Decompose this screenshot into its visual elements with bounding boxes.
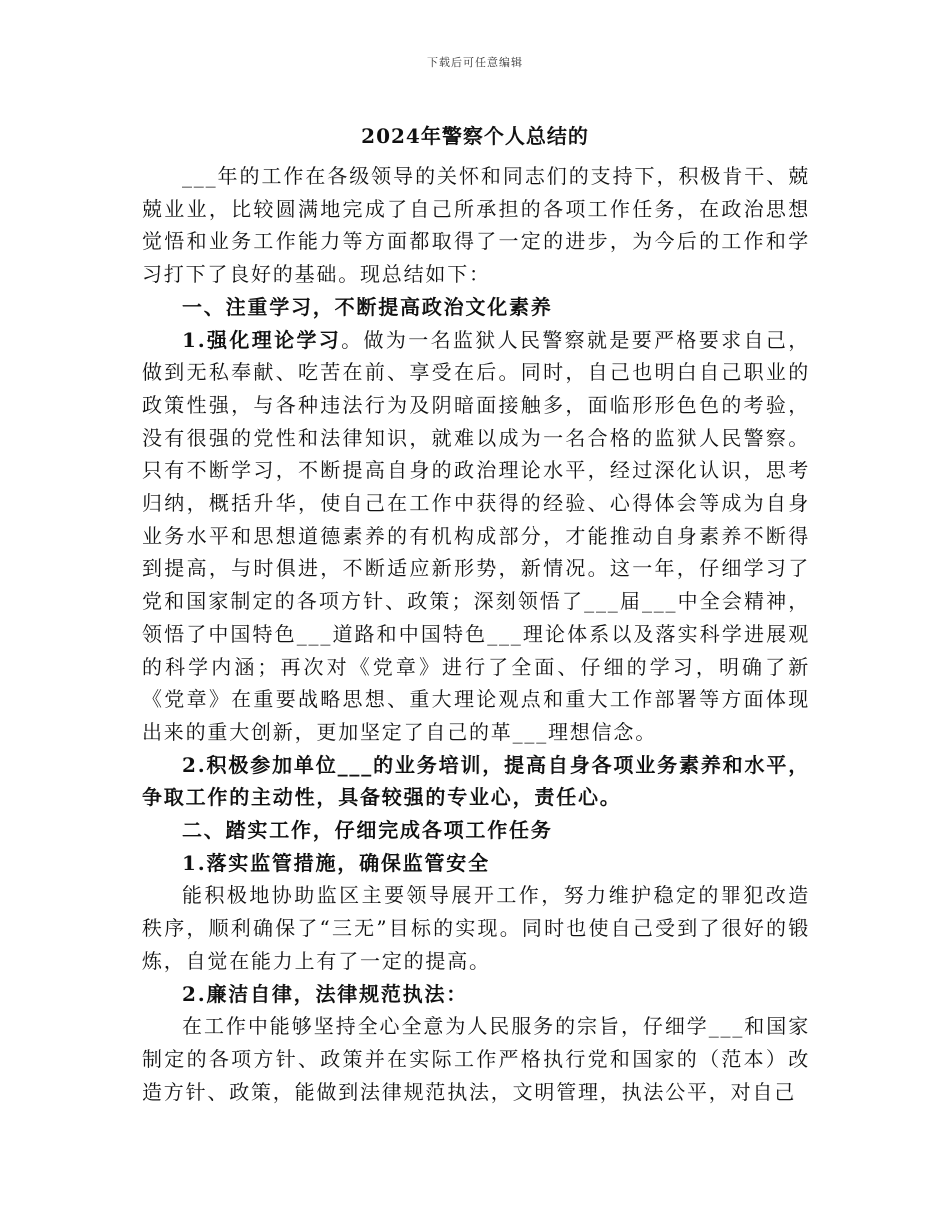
subheading-supervision: 1.落实监管措施，确保监管安全 <box>182 850 490 875</box>
header-note: 下载后可任意编辑 <box>427 56 523 69</box>
paragraph-supervision: 能积极地协助监区主要领导展开工作，努力维护稳定的罪犯改造秩序，顺利确保了“三无”目标的实现。同时也使自己受到了很好的锻炼，自觉在能力上有了一定的提高。 <box>142 883 810 973</box>
paragraph-theory-study <box>142 324 810 749</box>
subheading-integrity: 2.廉洁自律，法律规范执法： <box>182 981 469 1006</box>
paragraph-intro: ___年的工作在各级领导的关怀和同志们的支持下，积极肯干、兢兢业业，比较圆满地完成了自己所承担的各项工作任务，在政治思想觉悟和业务工作能力等方面都取得了一定的进步，为今后的工作和学习打下了良好的基础。现总结如下： <box>142 164 810 287</box>
section-heading-1: 一、注重学习，不断提高政治文化素养 <box>182 294 553 319</box>
subheading-theory-study: 1.强化理论学习 <box>182 327 342 352</box>
paragraph-theory-study-text: 。做为一名监狱人民警察就是要严格要求自己，做到无私奉献、吃苦在前、享受在后。同时，自己也明白自己职业的政策性强，与各种违法行为及阴暗面接触多，面临形形色色的考验，没有很强的党性和法律知识，就难以成为一名合格的监狱人民警察。只有不断学习，不断提高自身的政治理论水平，经过深化认识，思考归纳，概括升华，使自己在工作中获得的经验、心得体会等成为自身业务水平和思想道德素养的有机构成部分，才能推动自身素养不断得到提高，与时俱进，不断适应新形势，新情况。这一年，仔细学习了党和国家制定的各项方针、政策；深刻领悟了___届___中全会精神，领悟了中国特色___道路和中国特色___理论体系以及落实科学进展观的科学内涵；再次对《党章》进行了全面、仔细的学习，明确了新《党章》在重要战略思想、重大理论观点和重大工作部署等方面体现出来的重大创新，更加坚定了自己的革___理想信念。 <box>142 327 810 744</box>
document-body <box>142 160 810 1108</box>
subheading-training: 2.积极参加单位___的业务培训，提高自身各项业务素养和水平，争取工作的主动性，具备较强的专业心，责任心。 <box>142 752 810 810</box>
document-title: 2024年警察个人总结的 <box>361 124 589 148</box>
section-heading-2: 二、踏实工作，仔细完成各项工作任务 <box>182 818 553 843</box>
paragraph-integrity: 在工作中能够坚持全心全意为人民服务的宗旨，仔细学___和国家制定的各项方针、政策并在实际工作严格执行党和国家的（范本）改造方针、政策，能做到法律规范执法，文明管理，执法公平，对自己 <box>142 1014 810 1104</box>
